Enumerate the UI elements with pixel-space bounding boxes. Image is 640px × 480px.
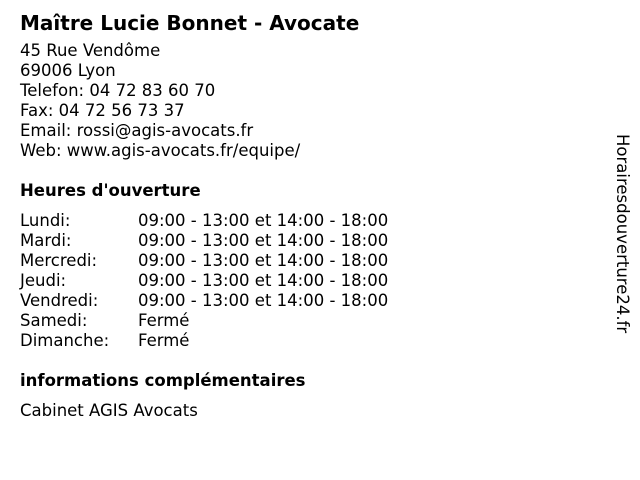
- day-label: Mardi:: [20, 231, 72, 250]
- address-street: 45 Rue Vendôme: [20, 41, 161, 60]
- day-label: Lundi:: [20, 211, 71, 230]
- hours-row: [20, 331, 600, 351]
- contact-block: [20, 41, 600, 161]
- day-label: Mercredi:: [20, 251, 98, 270]
- day-hours: 09:00 - 13:00 et 14:00 - 18:00: [138, 291, 389, 310]
- address-city: 69006 Lyon: [20, 61, 116, 80]
- info-text: Cabinet AGIS Avocats: [20, 401, 198, 420]
- opening-hours-table: [20, 211, 600, 351]
- day-hours: Fermé: [138, 331, 190, 350]
- day-label: Samedi:: [20, 311, 88, 330]
- website-link[interactable]: Web: www.agis-avocats.fr/equipe/: [20, 141, 301, 160]
- day-hours: Fermé: [138, 311, 190, 330]
- day-hours: 09:00 - 13:00 et 14:00 - 18:00: [138, 271, 389, 290]
- day-label: Dimanche:: [20, 331, 110, 350]
- email-link[interactable]: Email: rossi@agis-avocats.fr: [20, 121, 254, 140]
- hours-row: [20, 311, 600, 331]
- fax-number: Fax: 04 72 56 73 37: [20, 101, 185, 120]
- hours-heading: Heures d'ouverture: [20, 181, 201, 200]
- day-hours: 09:00 - 13:00 et 14:00 - 18:00: [138, 251, 389, 270]
- day-label: Vendredi:: [20, 291, 99, 310]
- hours-row: [20, 211, 600, 231]
- day-hours: 09:00 - 13:00 et 14:00 - 18:00: [138, 231, 389, 250]
- hours-row: [20, 231, 600, 251]
- phone-number[interactable]: Telefon: 04 72 83 60 70: [20, 81, 216, 100]
- hours-row: [20, 271, 600, 291]
- hours-row: [20, 251, 600, 271]
- page-title: Maître Lucie Bonnet - Avocate: [20, 11, 360, 35]
- source-watermark: Horairesdouverture24.fr: [613, 134, 632, 334]
- day-hours: 09:00 - 13:00 et 14:00 - 18:00: [138, 211, 389, 230]
- business-card: [20, 9, 600, 421]
- day-label: Jeudi:: [20, 271, 67, 290]
- info-heading: informations complémentaires: [20, 371, 306, 390]
- hours-row: [20, 291, 600, 311]
